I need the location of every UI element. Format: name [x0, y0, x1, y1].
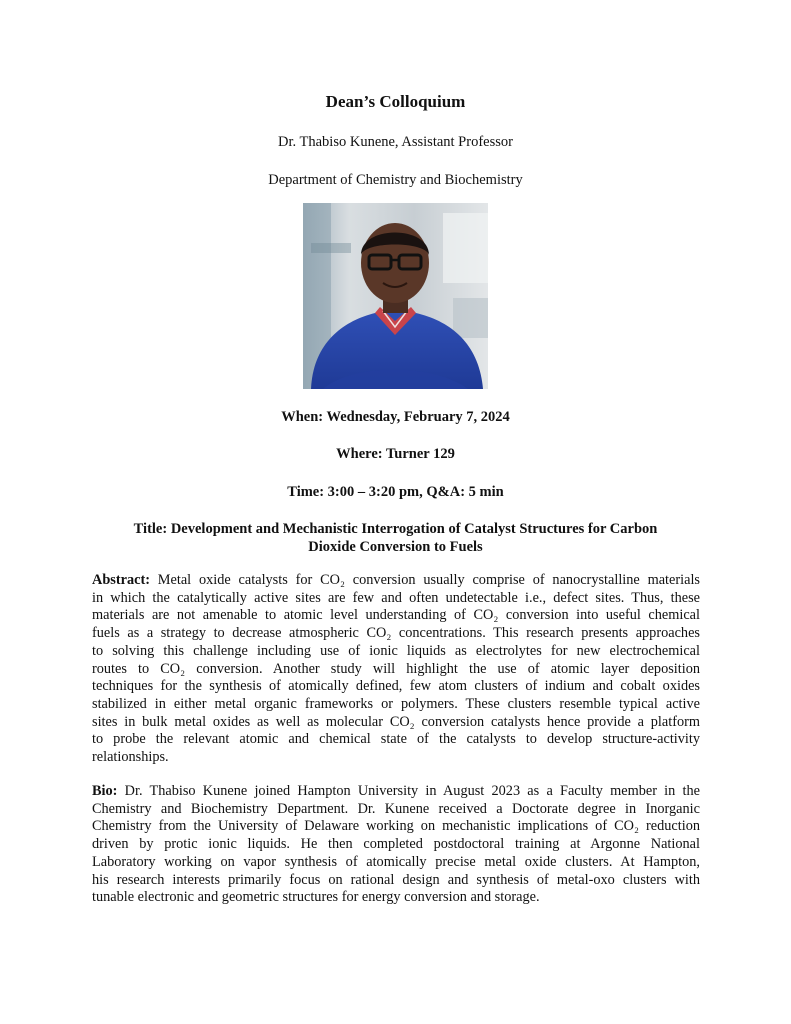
- abstract-label: Abstract:: [92, 572, 150, 588]
- bio-line: his research interests primarily focus on rational design and synthesis of metal-oxo clusters with: [92, 871, 700, 888]
- bio-line: driven by protic ionic liquids. He then completed postdoctoral training at Argonne National: [92, 836, 700, 853]
- abstract-line: to solving this challenge including use of ionic liquids as electrolytes for new electrochemical: [92, 642, 700, 659]
- bio-line: Chemistry and Biochemistry Department. Dr. Kunene received a Doctorate degree in Inorganic: [92, 800, 700, 817]
- department-name: Department of Chemistry and Biochemistry: [268, 172, 523, 188]
- abstract-line: relationships.: [92, 749, 169, 766]
- abstract-line: materials are not amenable to atomic level understanding of CO₂ conversion into useful chemical: [92, 607, 700, 624]
- bio-label: Bio:: [92, 783, 118, 799]
- event-date: When: Wednesday, February 7, 2024: [281, 409, 510, 425]
- abstract-text: Metal oxide catalysts for CO₂ conversion usually comprise of nanocrystalline materials: [149, 572, 700, 588]
- bio-line: tunable electronic and geometric structures for energy conversion and storage.: [92, 889, 540, 906]
- bio-line: Laboratory working on vapor synthesis of atomically precise metal oxide clusters. At Hampton,: [92, 853, 700, 870]
- bio-line: Chemistry from the University of Delaware working on mechanistic implications of CO₂ reduction: [92, 818, 700, 835]
- page-title: Dean’s Colloquium: [325, 92, 466, 111]
- event-location: Where: Turner 129: [336, 446, 455, 462]
- abstract-line: fuels as a strategy to decrease atmospheric CO₂ concentrations. This research presents approaches: [92, 625, 700, 642]
- abstract-line: sites in bulk metal oxides as well as molecular CO₂ conversion catalysts hence provide a platform: [92, 713, 700, 730]
- abstract-line: in which the catalytically active sites are few and often undetectable i.e., defect sites. Thus, these: [92, 589, 700, 606]
- bio-text: Dr. Thabiso Kunene joined Hampton University in August 2023 as a Faculty member in the: [117, 783, 700, 799]
- bio-section: [92, 783, 700, 907]
- abstract-line: routes to CO₂ conversion. Another study will highlight the use of atomic layer deposition: [92, 660, 700, 677]
- event-time: Time: 3:00 – 3:20 pm, Q&A: 5 min: [287, 484, 504, 500]
- abstract-line: techniques for the synthesis of atomically defined, few atom clusters of indium and cobalt oxides: [92, 678, 700, 695]
- speaker-photo: [303, 203, 488, 389]
- abstract-line: stabilized in either metal organic frameworks or polymers. These clusters resemble typical active: [92, 695, 700, 712]
- talk-title: [0, 520, 791, 556]
- bio-line: [92, 783, 700, 801]
- talk-title-line: Dioxide Conversion to Fuels: [308, 539, 483, 555]
- abstract-line: to probe the relevant atomic and chemical state of the catalysts to develop structure-activity: [92, 731, 700, 748]
- abstract-line: [92, 572, 700, 590]
- abstract-section: [92, 572, 700, 767]
- talk-title-line: Title: Development and Mechanistic Interrogation of Catalyst Structures for Carbon: [133, 521, 658, 537]
- speaker-name: Dr. Thabiso Kunene, Assistant Professor: [278, 134, 513, 150]
